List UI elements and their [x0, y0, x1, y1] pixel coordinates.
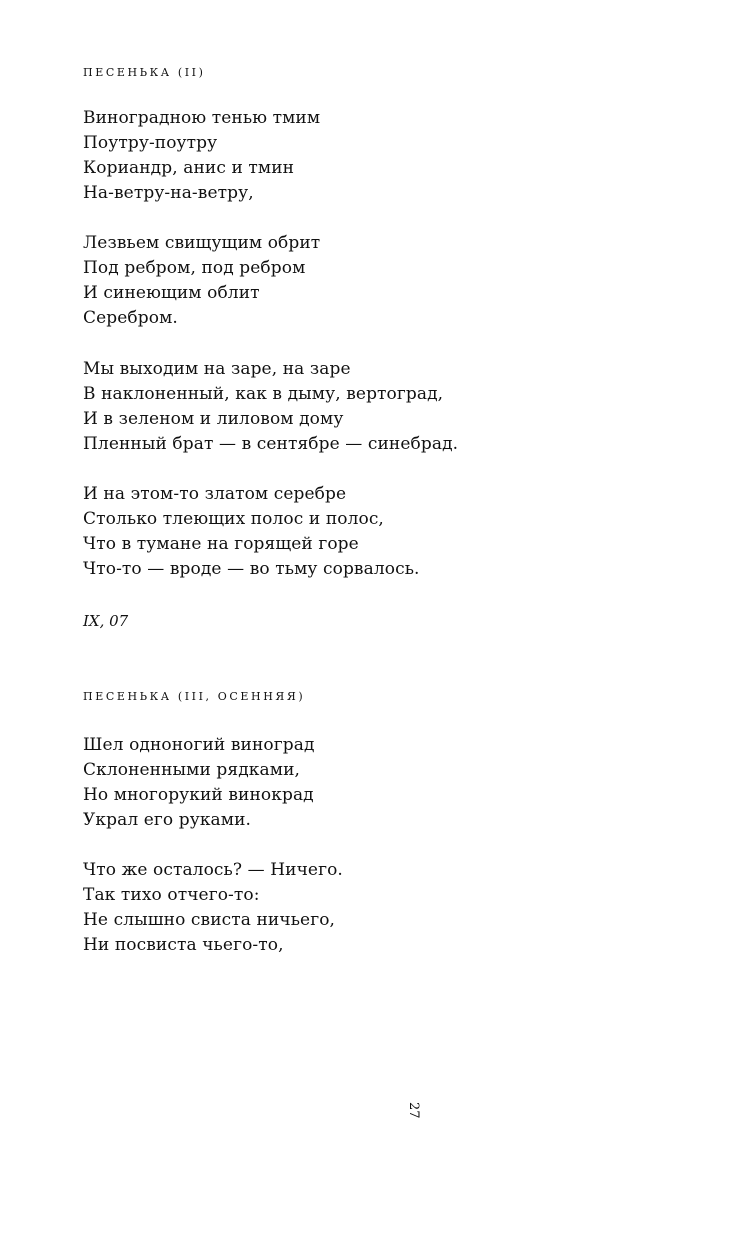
poem-line: Украл его руками. — [83, 810, 252, 830]
poem-line: Ни посвиста чьего-то, — [83, 935, 284, 955]
poem1-stanza-2 — [83, 231, 320, 331]
poem2-stanza-2 — [83, 858, 343, 958]
poem-line: Серебром. — [83, 308, 178, 328]
poem1-stanza-3 — [83, 357, 458, 457]
poem-line: И на этом-то златом серебре — [83, 484, 347, 504]
poem-line: Поутру-поутру — [83, 133, 218, 153]
page-number: 27 — [406, 1102, 421, 1119]
poem-line: Что-то — вроде — во тьму сорвалось. — [83, 559, 420, 579]
poem-line: И синеющим облит — [83, 283, 260, 303]
poem-line: Что в тумане на горящей горе — [83, 534, 359, 554]
poem-line: Столько тлеющих полос и полос, — [83, 509, 384, 529]
poem-line: Лезвьем свищущим обрит — [83, 233, 321, 253]
poem-line: Мы выходим на заре, на заре — [83, 359, 351, 379]
poem2-title: ПЕСЕНЬКА (III, ОСЕННЯЯ) — [83, 690, 306, 703]
poem2-stanza-1 — [83, 733, 315, 833]
poem-line: Так тихо отчего-то: — [83, 885, 260, 905]
poem-line: Склоненными рядками, — [83, 760, 300, 780]
poem-line: Кориандр, анис и тмин — [83, 158, 295, 178]
poem-line: Что же осталось? — Ничего. — [83, 860, 343, 880]
poem-line: Виноградною тенью тмим — [83, 108, 321, 128]
poem-line: Шел одноногий виноград — [83, 735, 315, 755]
poem1-date: IX, 07 — [83, 612, 129, 630]
poem-line: И в зеленом и лиловом дому — [83, 409, 344, 429]
poem-line: На-ветру-на-ветру, — [83, 183, 254, 203]
poem-line: Пленный брат — в сентябре — синебрад. — [83, 434, 459, 454]
poem-line: Но многорукий винокрад — [83, 785, 314, 805]
poem-line: Не слышно свиста ничьего, — [83, 910, 336, 930]
poem1-title: ПЕСЕНЬКА (II) — [83, 66, 206, 79]
poem1-stanza-4 — [83, 482, 420, 582]
poem-line: В наклоненный, как в дыму, вертоград, — [83, 384, 444, 404]
poem-line: Под ребром, под ребром — [83, 258, 306, 278]
poem1-stanza-1 — [83, 106, 320, 206]
